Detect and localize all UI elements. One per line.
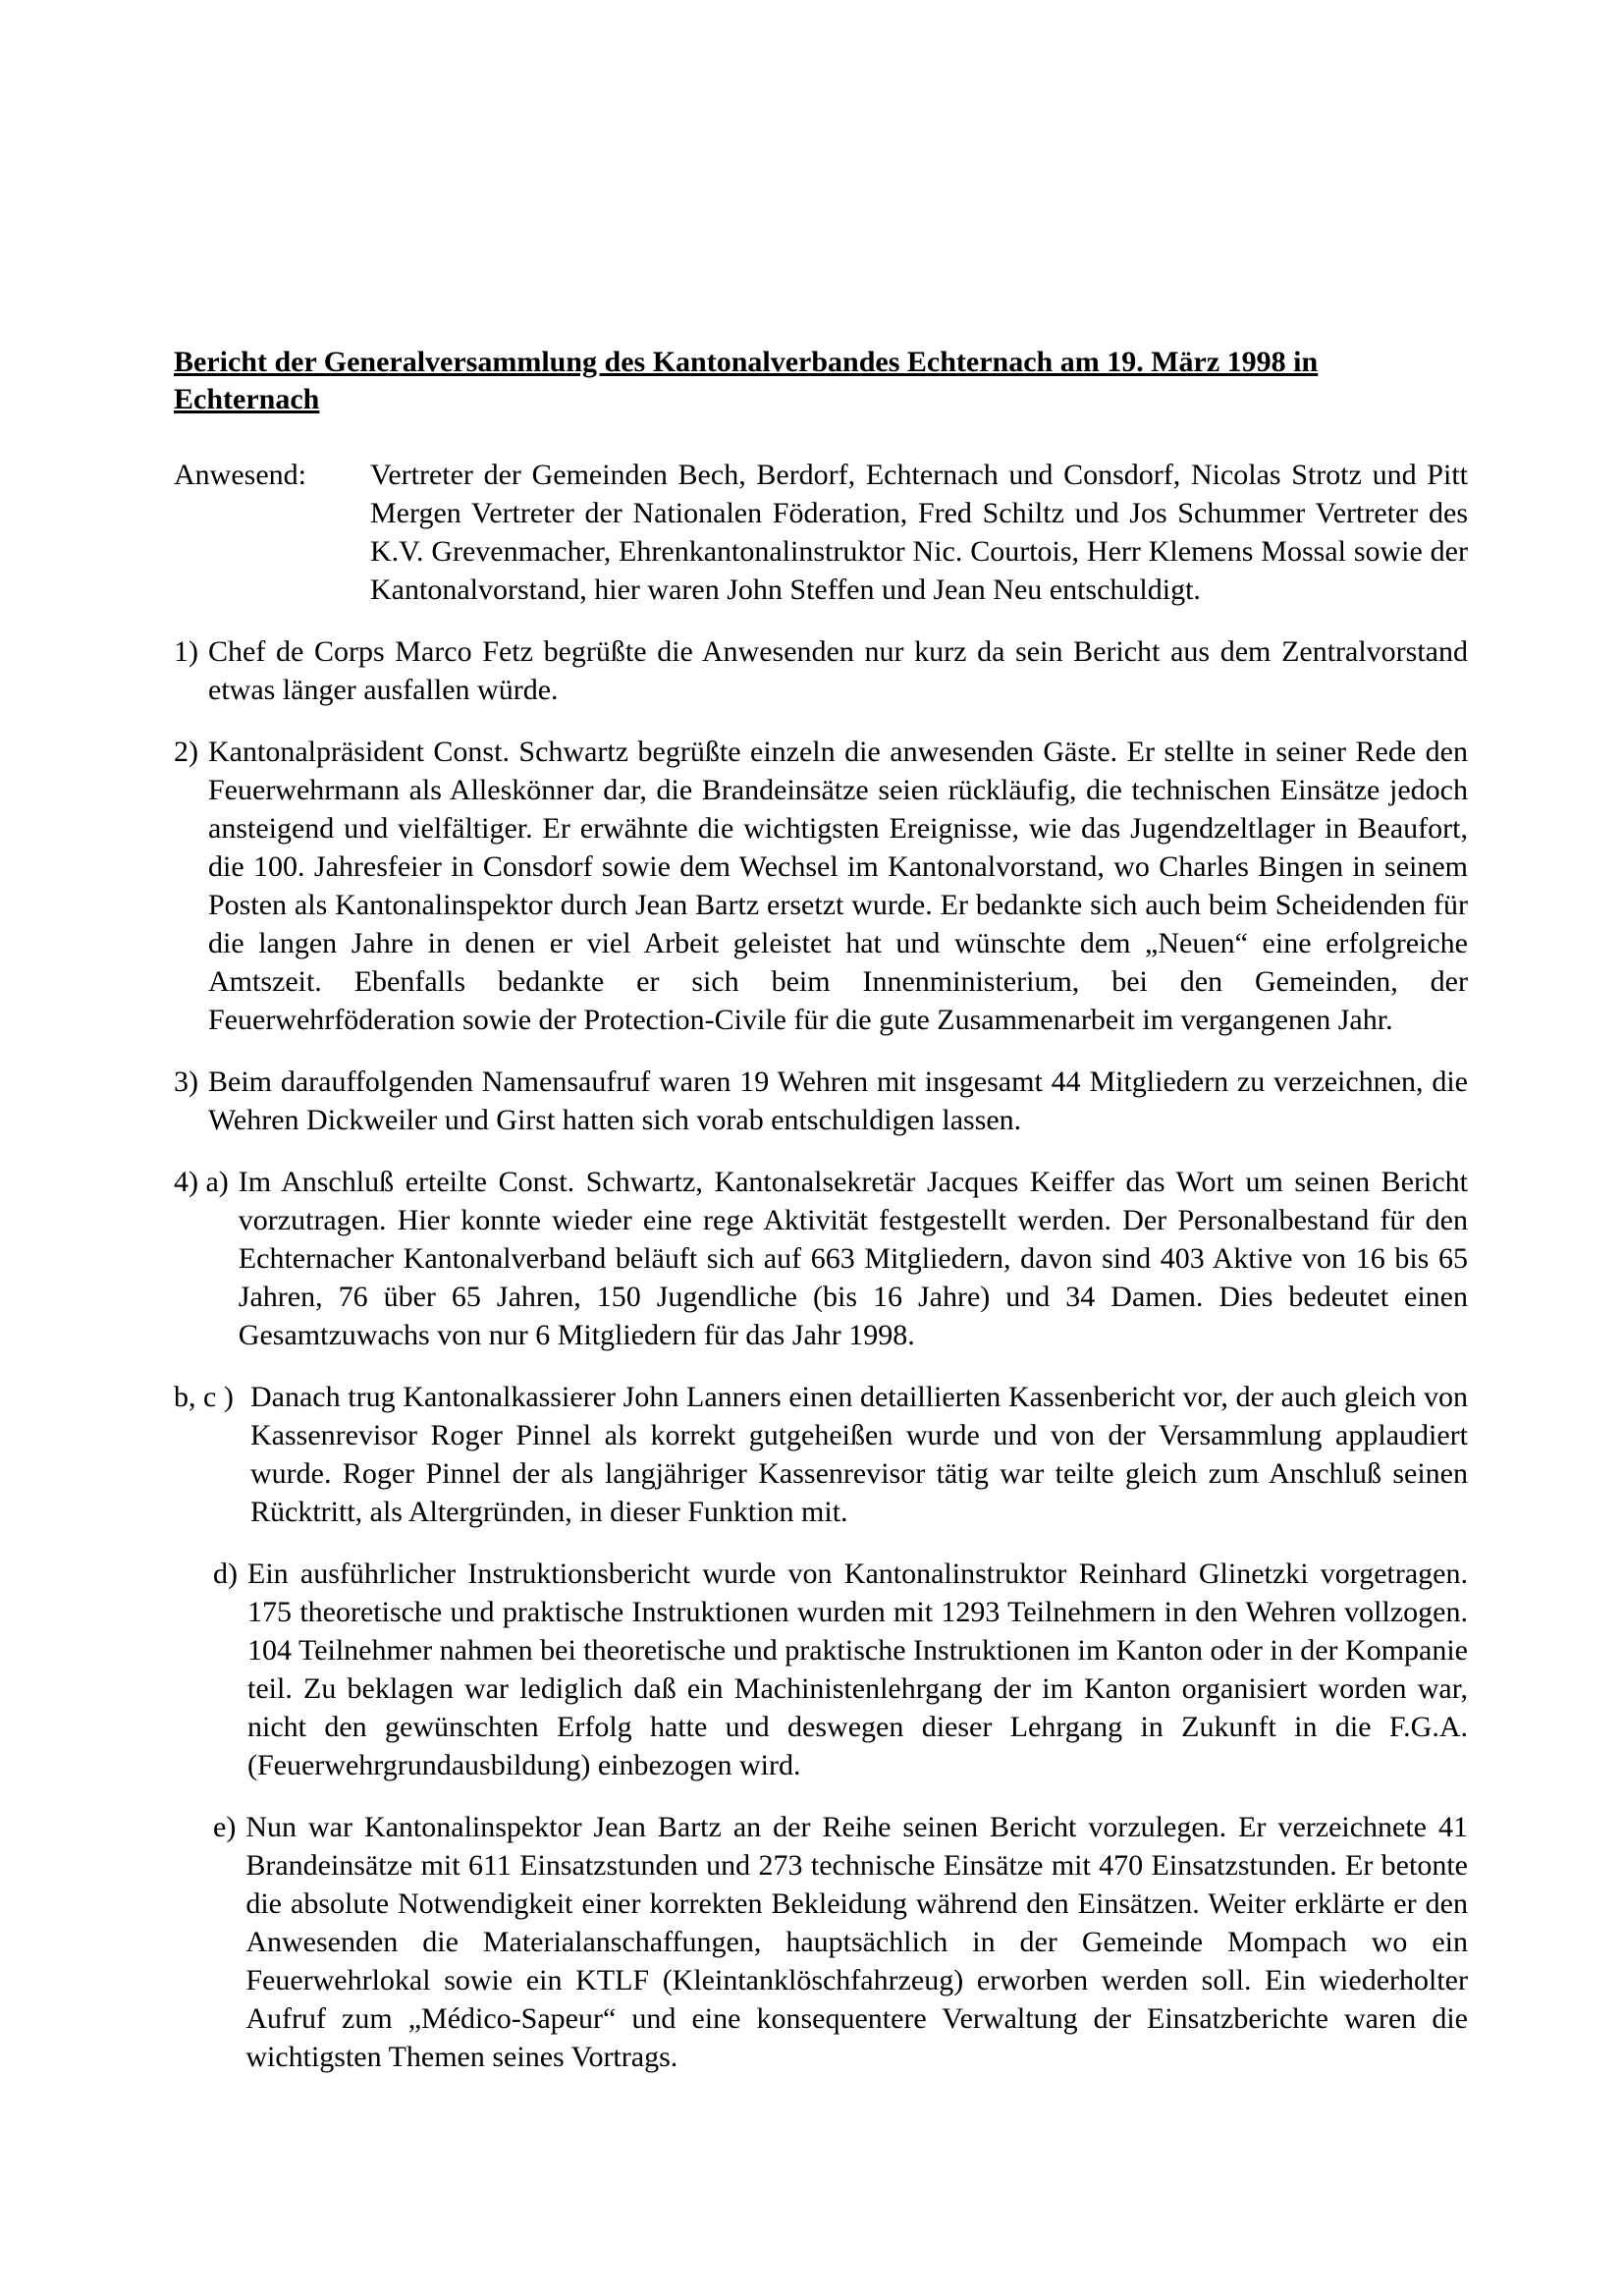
- item-number: 4) a): [174, 1166, 229, 1198]
- item-1: [174, 632, 1468, 709]
- item-text: Danach trug Kantonalkassierer John Lanners einen detaillierten Kassenbericht vor, der auch gleich von Kassenrevisor Roger Pinnel als korrekt gutgeheißen wurde und von der Versammlung applaudiert wurde. Roger Pinnel der als langjähriger Kassenrevisor tätig war teilte gleich zum Anschluß seinen Rücktritt, als Altergründen, in dieser Funktion mit.: [250, 1381, 1468, 1528]
- document-title: Bericht der Generalversammlung des Kantonalverbandes Echternach am 19. März 1998 in Echternach: [174, 346, 1319, 415]
- item-number: 2): [174, 736, 198, 768]
- item-text: Kantonalpräsident Const. Schwartz begrüßte einzeln die anwesenden Gäste. Er stellte in seiner Rede den Feuerwehrmann als Alleskönner dar, die Brandeinsätze seien rückläufig, die technischen Einsätze jedoch ansteigend und vielfältiger. Er erwähnte die wichtigsten Ereignisse, wie das Jugendzeltlager in Beaufort, die 100. Jahresfeier in Consdorf sowie dem Wechsel im Kantonalvorstand, wo Charles Bingen in seinem Posten als Kantonalinspektor durch Jean Bartz ersetzt wurde. Er bedankte sich auch beim Scheidenden für die langen Jahre in denen er viel Arbeit geleistet hat und wünschte dem „Neuen“ eine erfolgreiche Amtszeit. Ebenfalls bedankte er sich beim Innenministerium, bei den Gemeinden, der Feuerwehrföderation sowie der Protection-Civile für die gute Zusammenarbeit im vergangenen Jahr.: [208, 736, 1468, 1036]
- document-body: [174, 344, 1468, 2076]
- item-number: 3): [174, 1066, 198, 1098]
- item-3: [174, 1063, 1468, 1139]
- item-number: e): [213, 1811, 237, 1843]
- attendance-section: [174, 456, 1468, 609]
- item-text: Beim darauffolgenden Namensaufruf waren 19 Wehren mit insgesamt 44 Mitgliedern zu verzeichnen, die Wehren Dickweiler und Girst hatten sich vorab entschuldigen lassen.: [208, 1066, 1468, 1136]
- item-2: [174, 733, 1468, 1039]
- item-text: Nun war Kantonalinspektor Jean Bartz an der Reihe seinen Bericht vorzulegen. Er verzeichnete 41 Brandeinsätze mit 611 Einsatzstunden und 273 technische Einsätze mit 470 Einsatzstunden. Er betonte die absolute Notwendigkeit einer korrekten Bekleidung während den Einsätzen. Weiter erklärte er den Anwesenden die Materialanschaffungen, hauptsächlich in der Gemeinde Mompach wo ein Feuerwehrlokal sowie ein KTLF (Kleintanklöschfahrzeug) erworben werden soll. Ein wiederholter Aufruf zum „Médico-Sapeur“ und eine konsequentere Verwaltung der Einsatzberichte waren die wichtigsten Themen seines Vortrags.: [245, 1811, 1468, 2073]
- item-4bc: [174, 1378, 1468, 1531]
- item-number: b, c ): [174, 1381, 234, 1413]
- attendance-text: Vertreter der Gemeinden Bech, Berdorf, Echternach und Consdorf, Nicolas Strotz und Pitt Mergen Vertreter der Nationalen Föderation, Fred Schiltz und Jos Schummer Vertreter des K.V. Grevenmacher, Ehrenkantonalinstruktor Nic. Courtois, Herr Klemens Mossal sowie der Kantonalvorstand, hier waren John Steffen und Jean Neu entschuldigt.: [370, 459, 1468, 606]
- attendance-label: Anwesend:: [174, 459, 306, 491]
- item-number: d): [213, 1558, 238, 1590]
- item-text: Ein ausführlicher Instruktionsbericht wurde von Kantonalinstruktor Reinhard Glinetzki vorgetragen. 175 theoretische und praktische Instruktionen wurden mit 1293 Teilnehmern in den Wehren vollzogen. 104 Teilnehmer nahmen bei theoretische und praktische Instruktionen im Kanton oder in der Kompanie teil. Zu beklagen war lediglich daß ein Machinistenlehrgang der im Kanton organisiert worden war, nicht den gewünschten Erfolg hatte und deswegen dieser Lehrgang in Zukunft in die F.G.A. (Feuerwehrgrundausbildung) einbezogen wird.: [247, 1558, 1468, 1781]
- item-4a: [174, 1163, 1468, 1354]
- item-text: Chef de Corps Marco Fetz begrüßte die Anwesenden nur kurz da sein Bericht aus dem Zentralvorstand etwas länger ausfallen würde.: [208, 635, 1468, 706]
- item-4e: [213, 1808, 1468, 2076]
- item-4d: [213, 1555, 1468, 1784]
- item-number: 1): [174, 635, 198, 668]
- item-text: Im Anschluß erteilte Const. Schwartz, Kantonalsekretär Jacques Keiffer das Wort um seinen Bericht vorzutragen. Hier konnte wieder eine rege Aktivität festgestellt werden. Der Personalbestand für den Echternacher Kantonalverband beläuft sich auf 663 Mitgliedern, davon sind 403 Aktive von 16 bis 65 Jahren, 76 über 65 Jahren, 150 Jugendliche (bis 16 Jahre) und 34 Damen. Dies bedeutet einen Gesamtzuwachs von nur 6 Mitgliedern für das Jahr 1998.: [238, 1166, 1468, 1351]
